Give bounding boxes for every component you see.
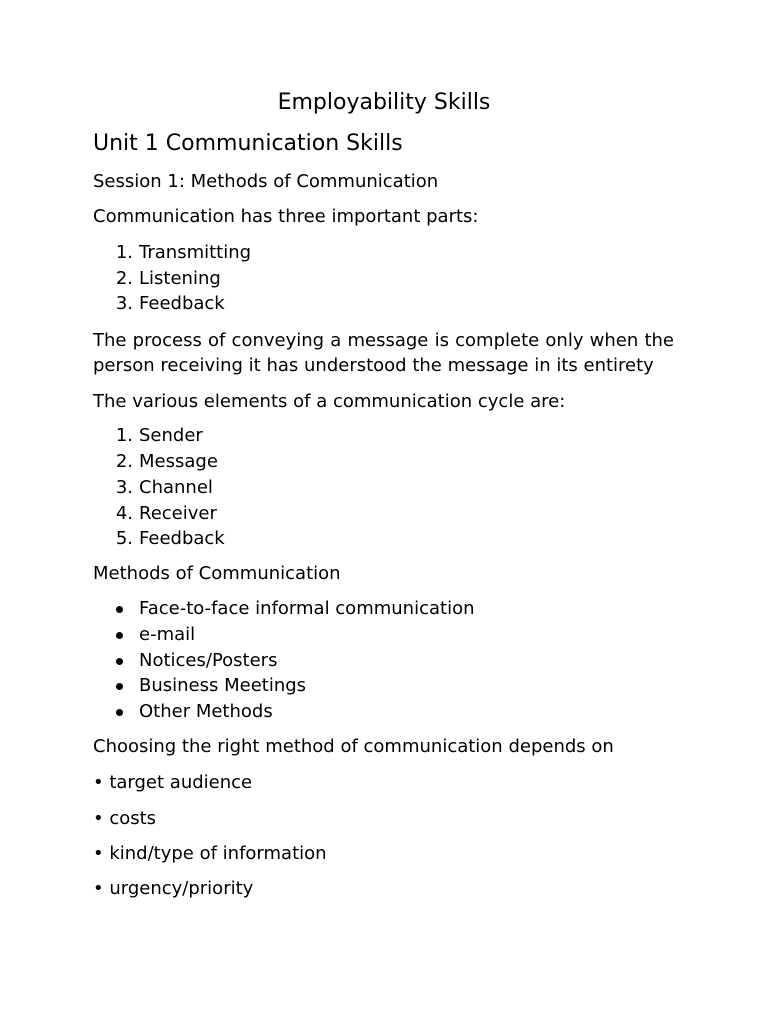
bullet-icon — [116, 658, 123, 665]
methods-heading: Methods of Communication — [93, 563, 341, 584]
list-item: Face-to-face informal communication — [139, 598, 475, 619]
list-number: 3. — [115, 293, 133, 314]
parts-intro: Communication has three important parts: — [93, 206, 479, 227]
session-heading: Session 1: Methods of Communication — [93, 171, 439, 192]
list-item: Other Methods — [139, 701, 273, 722]
list-item: Message — [139, 451, 218, 472]
cycle-intro: The various elements of a communication cycle are: — [93, 391, 566, 412]
list-item: Receiver — [139, 503, 217, 524]
list-number: 3. — [115, 477, 133, 498]
factor-item: • kind/type of information — [93, 843, 327, 864]
list-item: Notices/Posters — [139, 650, 278, 671]
choosing-intro: Choosing the right method of communication depends on — [93, 736, 614, 757]
factor-item: • urgency/priority — [93, 878, 254, 899]
bullet-icon — [116, 606, 123, 613]
list-item: Transmitting — [139, 242, 252, 263]
list-number: 2. — [115, 268, 133, 289]
list-item: Business Meetings — [139, 675, 307, 696]
bullet-icon — [116, 709, 123, 716]
list-item: e-mail — [139, 624, 196, 645]
unit-heading: Unit 1 Communication Skills — [93, 131, 403, 156]
bullet-icon — [116, 632, 123, 639]
list-item: Sender — [139, 425, 203, 446]
document-title: Employability Skills — [277, 90, 491, 115]
list-number: 5. — [115, 528, 133, 549]
list-item: Feedback — [139, 528, 225, 549]
list-item: Feedback — [139, 293, 225, 314]
list-item: Listening — [139, 268, 221, 289]
factor-item: • costs — [93, 808, 157, 829]
bullet-icon — [116, 683, 123, 690]
list-number: 1. — [115, 425, 133, 446]
factor-item: • target audience — [93, 772, 253, 793]
list-item: Channel — [139, 477, 213, 498]
list-number: 4. — [115, 503, 133, 524]
process-paragraph: The process of conveying a message is complete only when the person receiving it has understood the message in its entirety — [93, 330, 674, 376]
list-number: 1. — [115, 242, 133, 263]
list-number: 2. — [115, 451, 133, 472]
